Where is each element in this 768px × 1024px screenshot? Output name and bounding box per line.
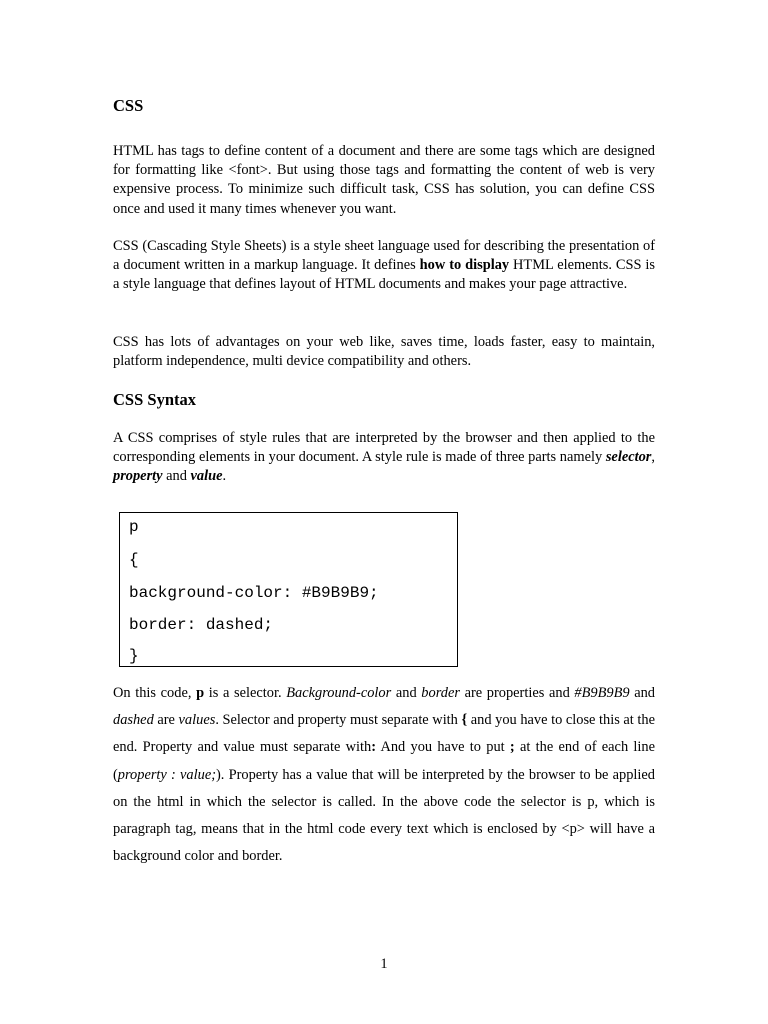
text-run: are properties and [459, 685, 575, 701]
bold-text: p [196, 685, 205, 701]
text-run: and [162, 468, 191, 485]
term-selector: selector [605, 449, 652, 466]
text-run: , [651, 449, 655, 466]
italic-text: values [178, 712, 216, 729]
code-line: p [129, 518, 139, 536]
bold-text: { [461, 712, 468, 729]
text-run: A CSS comprises of style rules that are interpreted by the browser and then applied to the corresponding elements in your document. A style rule is made of three parts namely [113, 430, 655, 466]
text-run: is a selector. [204, 685, 287, 701]
paragraph-intro: HTML has tags to define content of a document and there are some tags which are designed for formatting like <font>. But using those tags and formatting the content of web is very expensive process. To minimize such difficult task, CSS has solution, you can define CSS once and used it many times whenever you want. [113, 143, 655, 217]
paragraph-css-definition [113, 237, 655, 295]
term-property: property [113, 468, 163, 485]
bold-text: how to display [419, 257, 510, 274]
text-run: at the end of each line ( [113, 739, 655, 783]
page-number: 1 [380, 956, 388, 972]
text-run: HTML elements. CSS is a style language that defines layout of HTML documents and makes your page attractive. [113, 257, 655, 293]
paragraph-advantages: CSS has lots of advantages on your web like, saves time, loads faster, easy to maintain, platform independence, multi device compatibility and others. [113, 334, 655, 370]
text-run: . Selector and property must separate with [215, 712, 462, 729]
section-heading-css-syntax: CSS Syntax [113, 390, 196, 409]
text-run: CSS (Cascading Style Sheets) is a style sheet language used for describing the presentation of a document written in a markup language. It defines [113, 238, 655, 274]
text-run: And you have to put [375, 739, 510, 756]
text-run: On this code, [113, 685, 197, 701]
text-run: ). Property has a value that will be interpreted by the browser to be applied on the html in which the selector is called. In the above code the selector is p, which is paragraph tag, means that in the html code every text which is enclosed by <p> will have a background color and border. [113, 766, 655, 865]
text-run: and you have to close this at the end. Property and value must separate with [113, 712, 655, 756]
text-run: and [391, 685, 422, 701]
italic-text: border [421, 685, 460, 701]
code-line: } [129, 647, 139, 665]
italic-text: Background-color [286, 685, 392, 701]
text-run: . [222, 468, 227, 485]
text-run: and [629, 685, 655, 701]
bold-text: ; [509, 739, 515, 756]
code-line: border: dashed; [129, 616, 274, 634]
bold-text: : [371, 739, 376, 756]
code-example-box [119, 512, 458, 667]
italic-text: dashed [113, 712, 154, 729]
paragraph-code-explanation [113, 680, 655, 870]
paragraph-syntax-intro [113, 429, 655, 487]
section-heading-css: CSS [113, 96, 144, 115]
term-value: value [190, 468, 223, 485]
code-line: background-color: #B9B9B9; [129, 584, 379, 602]
text-run: are [153, 712, 179, 729]
italic-text: property : value; [117, 766, 216, 783]
code-line: { [129, 551, 139, 569]
italic-text: #B9B9B9 [574, 685, 630, 701]
